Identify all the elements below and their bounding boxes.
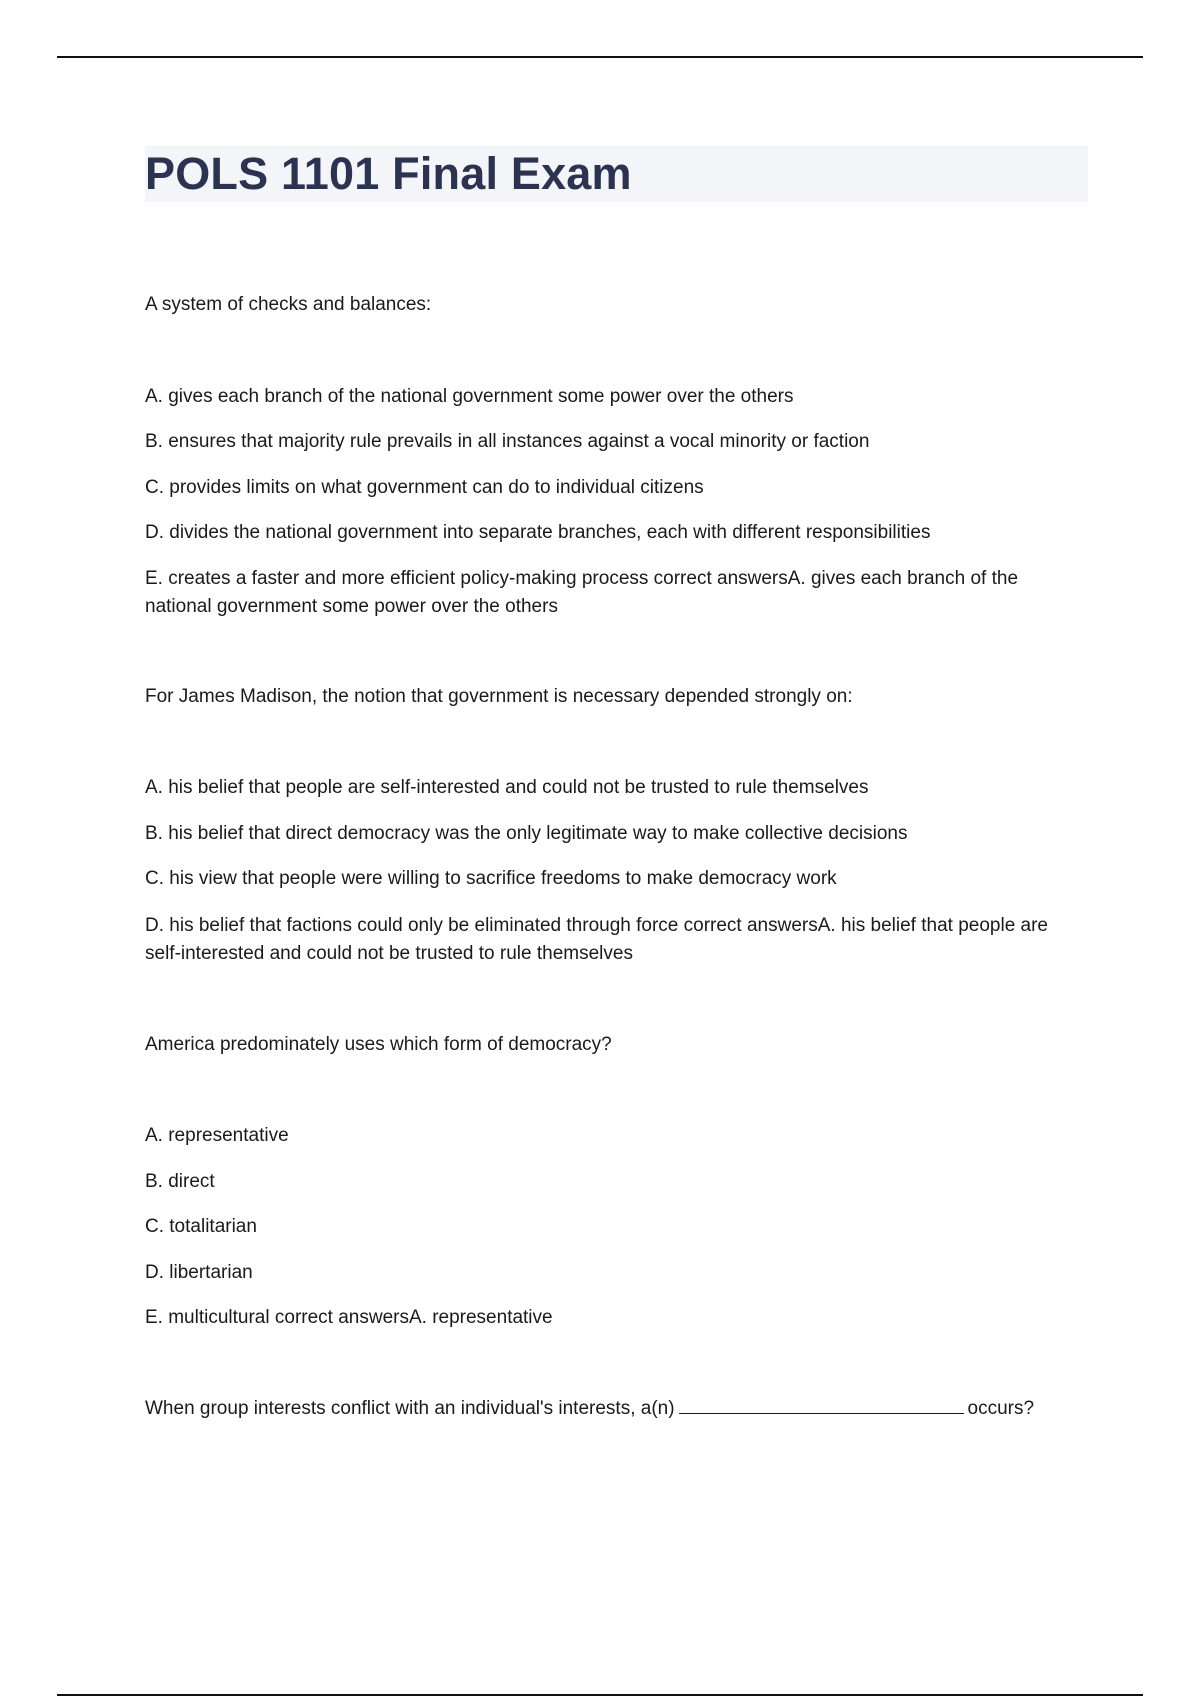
page-title: POLS 1101 Final Exam: [145, 148, 632, 199]
question-3-option-a: A. representative: [145, 1125, 289, 1146]
bottom-rule: [57, 1694, 1143, 1696]
question-3-option-c: C. totalitarian: [145, 1216, 257, 1237]
question-1-option-c: C. provides limits on what government can do to individual citizens: [145, 477, 704, 498]
question-3-prompt: America predominately uses which form of democracy?: [145, 1034, 612, 1055]
question-2-option-b: B. his belief that direct democracy was the only legitimate way to make collective decisions: [145, 823, 908, 844]
question-4-prompt: [145, 1395, 1085, 1423]
question-3-option-e-answer: E. multicultural correct answersA. representative: [145, 1307, 553, 1328]
question-2-option-c: C. his view that people were willing to sacrifice freedoms to make democracy work: [145, 868, 837, 889]
question-1-prompt: A system of checks and balances:: [145, 294, 432, 315]
question-1-option-d: D. divides the national government into separate branches, each with different responsibilities: [145, 522, 931, 543]
question-2-prompt: For James Madison, the notion that government is necessary depended strongly on:: [145, 686, 853, 707]
question-4-prompt-end: occurs?: [967, 1398, 1035, 1419]
question-2-option-d-answer: D. his belief that factions could only be eliminated through force correct answersA. his belief that people are self-interested and could not be trusted to rule themselves: [145, 915, 1049, 964]
question-3-option-b: B. direct: [145, 1171, 215, 1192]
answer-blank: [679, 1395, 964, 1414]
question-1-option-a: A. gives each branch of the national government some power over the others: [145, 386, 794, 407]
question-1-option-b: B. ensures that majority rule prevails in all instances against a vocal minority or faction: [145, 431, 870, 452]
top-rule: [57, 56, 1143, 58]
question-1-option-e-answer: E. creates a faster and more efficient policy-making process correct answersA. gives each branch of the national government some power over the others: [145, 568, 1019, 617]
question-3-option-d: D. libertarian: [145, 1262, 253, 1283]
question-4-prompt-start: When group interests conflict with an individual's interests, a(n): [145, 1398, 675, 1419]
question-2-option-a: A. his belief that people are self-interested and could not be trusted to rule themselves: [145, 777, 869, 798]
